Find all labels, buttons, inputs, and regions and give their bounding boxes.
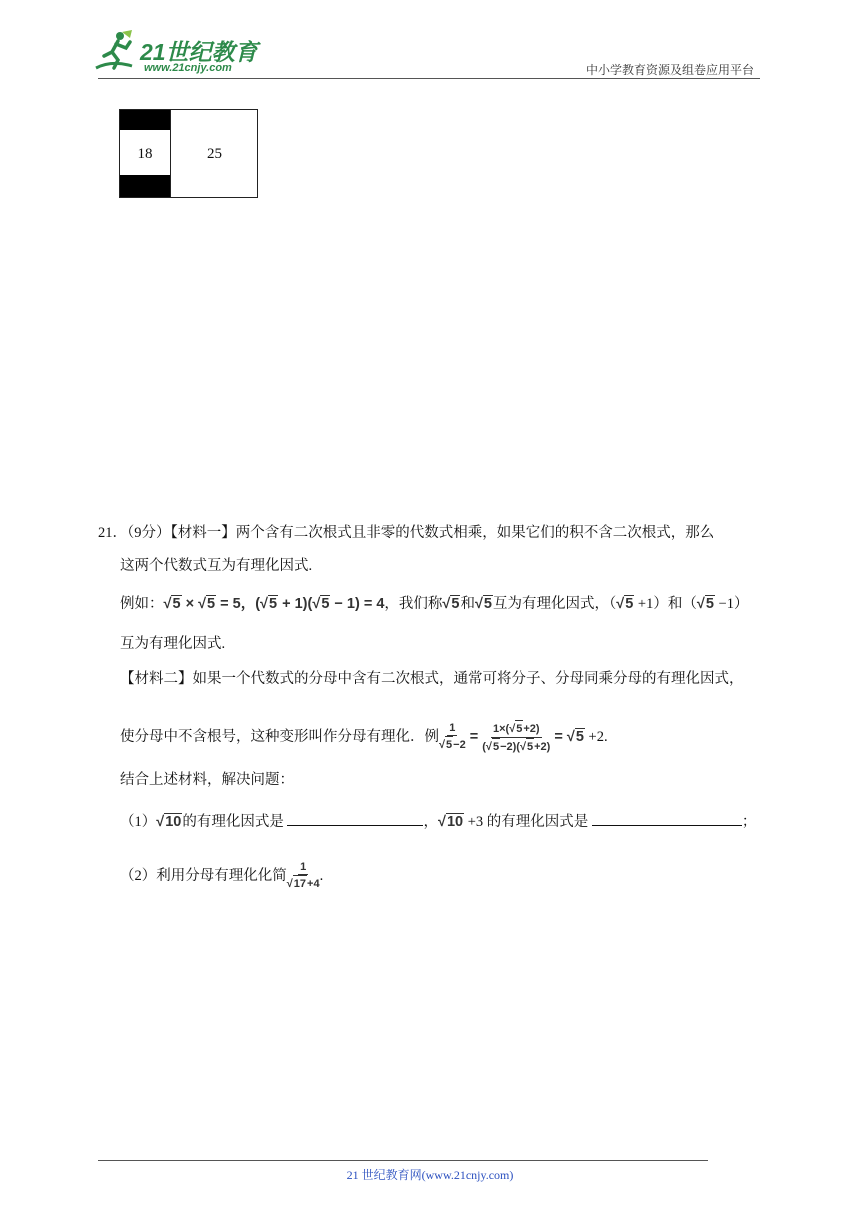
part2-end: .: [319, 867, 324, 884]
material2-line-1: 【材料二】如果一个代数式的分母中含有二次根式，通常可将分子、分母同乘分母的有理化因式，: [120, 671, 744, 687]
page-header: [0, 0, 860, 80]
figure-shaded-top: [120, 110, 170, 130]
material2-line-2: 使分母中不含根号，这种变形叫作分母有理化．例 $\frac{1}{√5-2}$ = $\frac{1\times(√5+2)}{(√5-2)(√5+2)}$ = √5 +2.: [120, 722, 608, 753]
part1-comma: ，: [423, 814, 438, 830]
example-line-2: 互为有理化因式.: [120, 636, 226, 652]
example-line: [120, 594, 748, 614]
header-divider: [98, 78, 760, 79]
fraction-one-over-sqrt5-minus2: $\frac{1}{√5-2}$: [439, 722, 466, 751]
answer-blank-1[interactable]: [287, 811, 423, 826]
question-line-1: [98, 523, 714, 543]
plus1-text: +1）和（: [634, 596, 697, 612]
part-2: [120, 861, 323, 892]
part1-text-2: +3 的有理化因式是: [464, 814, 592, 830]
figure-right-value: 25: [207, 146, 222, 162]
footer-link[interactable]: 21 世纪教育网(www.21cnjy.com): [346, 1168, 514, 1182]
question-score: （9分）: [127, 525, 171, 541]
eq2-rhs: = 4: [363, 596, 385, 612]
combine-text: 结合上述材料，解决问题：: [120, 772, 294, 788]
we-call-text: ，我们称: [384, 596, 443, 612]
sqrt5-a: √5: [442, 596, 460, 612]
part1-text: 的有理化因式是: [182, 814, 288, 830]
minus1-text: −1）: [714, 596, 749, 612]
mutual-text: 互为有理化因式，（: [493, 596, 617, 612]
part2-text: （2）利用分母有理化化简: [120, 867, 287, 884]
material1-title: 【材料一】: [170, 525, 236, 541]
example-prefix: 例如：: [120, 596, 164, 612]
figure-shaded-bottom: [120, 175, 170, 197]
material2-text: 使分母中不含根号，这种变形叫作分母有理化．例: [120, 728, 439, 745]
result-tail: +2.: [584, 728, 608, 745]
site-logo[interactable]: [92, 30, 262, 78]
material1-text: 两个含有二次根式且非零的代数式相乘，如果它们的积不含二次根式，那么: [235, 525, 715, 541]
footer-divider: [98, 1160, 708, 1161]
sqrt5-c: √5: [616, 596, 634, 612]
part-1: [120, 811, 756, 832]
fraction-rationalized: $\frac{1\times(√5+2)}{(√5-2)(√5+2)}$: [482, 720, 550, 755]
question-line-2: 这两个代数式互为有理化因式.: [120, 558, 313, 574]
eq1-rhs: = 5，: [220, 596, 256, 612]
answer-blank-2[interactable]: [592, 811, 742, 826]
header-platform-text: 中小学教育资源及组卷应用平台: [585, 63, 754, 77]
sqrt10-expression: √10: [156, 814, 182, 830]
fraction-one-over-sqrt17-plus4: $\frac{1}{√17+4}$: [286, 861, 320, 890]
sqrt5-b: √5: [474, 596, 492, 612]
part1-label: （1）: [120, 814, 157, 830]
sqrt5-d: √5: [696, 596, 714, 612]
conjugate-product-expression: (√5 + 1)(√5 − 1): [255, 596, 364, 612]
sqrt10-plus3-expression: √10: [437, 814, 464, 830]
sqrt5-product-expression: √5 × √5: [163, 596, 216, 612]
logo-url: www.21cnjy.com: [144, 62, 232, 74]
runner-icon: [92, 30, 138, 74]
and-text: 和: [460, 596, 475, 612]
question-number: 21．: [98, 525, 127, 541]
rectangle-figure: [119, 109, 258, 198]
part1-end: ；: [741, 814, 757, 830]
figure-left-value: 18: [137, 146, 153, 162]
logo-text: 21世纪教育: [140, 39, 258, 65]
